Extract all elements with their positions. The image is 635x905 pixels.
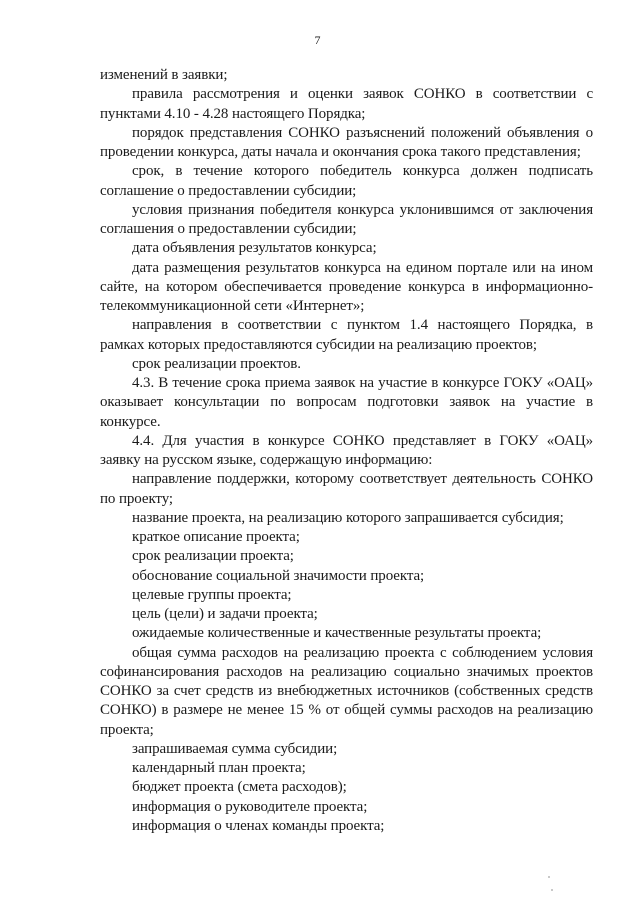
scan-speck <box>551 889 553 891</box>
paragraph: обоснование социальной значимости проекта; <box>132 567 425 584</box>
paragraph: название проекта, на реализацию которого запрашивается субсидия; <box>132 509 564 526</box>
paragraph: бюджет проекта (смета расходов); <box>132 779 347 796</box>
paragraph: направление поддержки, которому соответствует деятельность СОНКО по проекту; <box>100 471 593 507</box>
paragraph: информация о руководителе проекта; <box>132 798 368 815</box>
paragraph: правила рассмотрения и оценки заявок СОНКО в соответствии с пунктами 4.10 - 4.28 настоящего Порядка; <box>100 86 593 122</box>
paragraph: срок, в течение которого победитель конкурса должен подписать соглашение о предоставлении субсидии; <box>100 163 593 199</box>
scan-speck <box>548 876 550 878</box>
paragraph: целевые группы проекта; <box>132 586 292 603</box>
paragraph: изменений в заявки; <box>100 67 228 83</box>
paragraph: условия признания победителя конкурса уклонившимся от заключения соглашения о предоставлении субсидии; <box>100 201 593 237</box>
document-body <box>100 66 593 836</box>
paragraph: 4.3. В течение срока приема заявок на участие в конкурсе ГОКУ «ОАЦ» оказывает консультации по вопросам подготовки заявок на участие в конкурсе. <box>100 375 593 430</box>
paragraph: краткое описание проекта; <box>132 529 300 545</box>
paragraph: общая сумма расходов на реализацию проекта с соблюдением условия софинансирования расходов на реализацию социально значимых проектов СОНКО за счет средств из внебюджетных источников (собственных средств СОНКО) в размере не менее 15 % от общей суммы расходов на реализацию проекта; <box>100 644 593 738</box>
paragraph: направления в соответствии с пунктом 1.4 настоящего Порядка, в рамках которых предоставляются субсидии на реализацию проектов; <box>100 317 593 353</box>
paragraph: порядок представления СОНКО разъяснений положений объявления о проведении конкурса, даты начала и окончания срока такого представления; <box>100 124 593 160</box>
paragraph: дата объявления результатов конкурса; <box>132 240 377 257</box>
paragraph: цель (цели) и задачи проекта; <box>132 606 318 622</box>
page-number: 7 <box>314 33 321 47</box>
paragraph: запрашиваемая сумма субсидии; <box>132 740 338 757</box>
paragraph: календарный план проекта; <box>132 760 306 776</box>
paragraph: срок реализации проектов. <box>132 355 301 372</box>
paragraph: дата размещения результатов конкурса на едином портале или на ином сайте, на котором обеспечивается проведение конкурса в информационно-телекоммуникационной сети «Интернет»; <box>100 259 593 314</box>
paragraph: срок реализации проекта; <box>132 548 294 565</box>
paragraph: 4.4. Для участия в конкурсе СОНКО представляет в ГОКУ «ОАЦ» заявку на русском языке, содержащую информацию: <box>100 432 593 468</box>
paragraph: ожидаемые количественные и качественные результаты проекта; <box>132 625 542 642</box>
paragraph: информация о членах команды проекта; <box>132 817 385 834</box>
